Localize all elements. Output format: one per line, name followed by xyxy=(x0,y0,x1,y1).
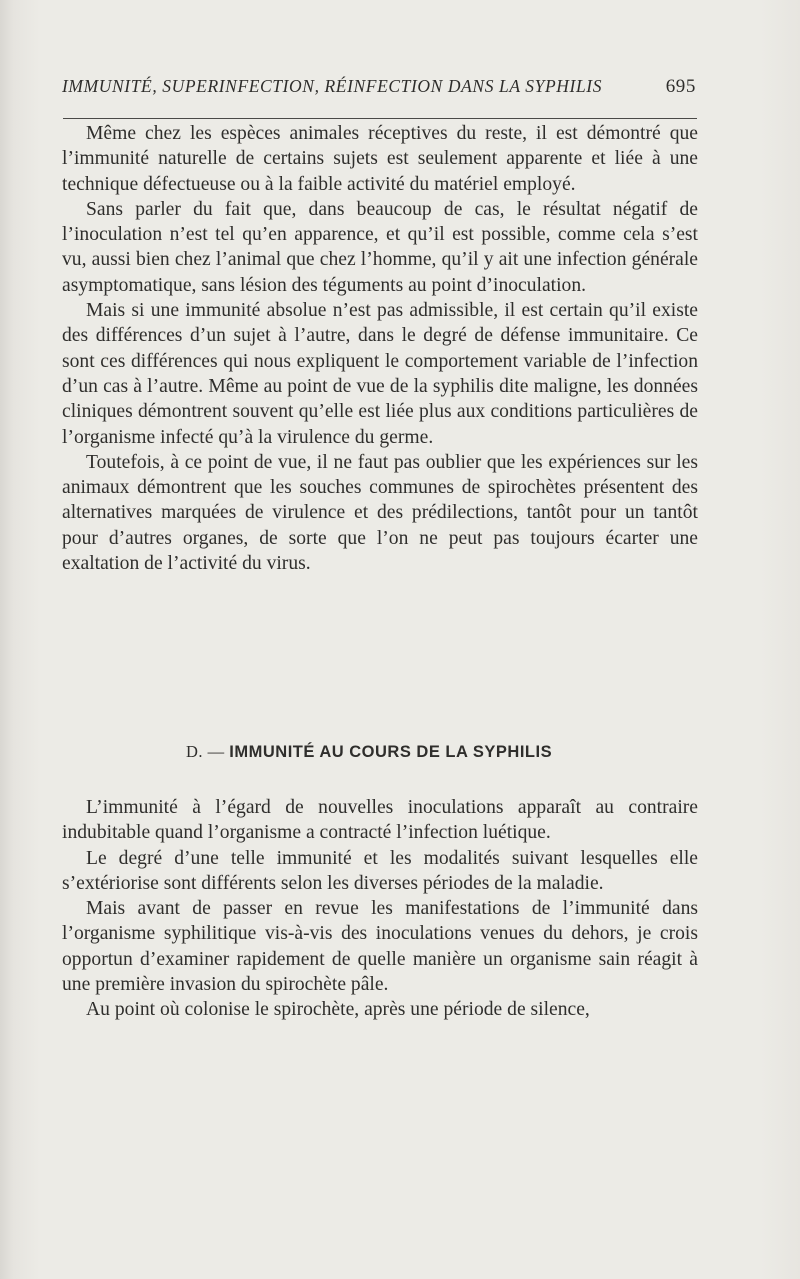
running-title: IMMUNITÉ, SUPERINFECTION, RÉINFECTION DANS LA SYPHILIS xyxy=(62,76,603,96)
running-header xyxy=(62,76,696,102)
page-number: 695 xyxy=(665,76,696,97)
text-block-after-section xyxy=(62,795,698,1023)
paragraph: Au point où colonise le spirochète, après une période de silence, xyxy=(86,999,590,1021)
paragraph: Même chez les espèces animales réceptives du reste, il est démontré que l’immunité naturelle de certains sujets est seulement apparente et liée à une technique défectueuse ou à la faible activité du matériel employé. xyxy=(62,123,698,195)
section-label: D. — xyxy=(186,742,225,761)
section-title: IMMUNITÉ AU COURS DE LA SYPHILIS xyxy=(229,743,553,761)
paragraph: Mais si une immunité absolue n’est pas admissible, il est certain qu’il existe des différences d’un sujet à l’autre, dans le degré de défense immunitaire. Ce sont ces différences qui nous expliquent le comportement variable de l’infection d’un cas à l’autre. Même au point de vue de la syphilis dite maligne, les données cliniques démontrent souvent qu’elle est liée plus aux conditions particulières de l’organisme infecté qu’à la virulence du germe. xyxy=(62,300,698,448)
paragraph: Sans parler du fait que, dans beaucoup de cas, le résultat négatif de l’inoculation n’est tel qu’en apparence, et qu’il est possible, comme cela s’est vu, aussi bien chez l’animal que chez l’homme, qu’il y ait une infection générale asymptomatique, sans lésion des téguments au point d’inoculation. xyxy=(62,198,698,296)
paragraph: Toutefois, à ce point de vue, il ne faut pas oublier que les expériences sur les animaux démontrent que les souches communes de spirochètes présentent des alternatives marquées de virulence et des prédilections, tantôt pour un tantôt pour d’autres organes, de sorte que l’on ne peut pas toujours écarter une exaltation de l’activité du virus. xyxy=(62,451,698,575)
paragraph: Le degré d’une telle immunité et les modalités suivant lesquelles elle s’extériorise sont différents selon les diverses périodes de la maladie. xyxy=(62,847,698,894)
text-block-before-section xyxy=(62,121,698,576)
paragraph: Mais avant de passer en revue les manifestations de l’immunité dans l’organisme syphilitique vis-à-vis des inoculations venues du dehors, je crois opportun d’examiner rapidement de quelle manière un organisme sain réagit à une première invasion du spirochète pâle. xyxy=(62,898,698,996)
section-heading xyxy=(186,742,646,766)
header-rule xyxy=(63,118,697,119)
paragraph: L’immunité à l’égard de nouvelles inoculations apparaît au contraire indubitable quand l’organisme a contracté l’infection luétique. xyxy=(62,797,698,844)
